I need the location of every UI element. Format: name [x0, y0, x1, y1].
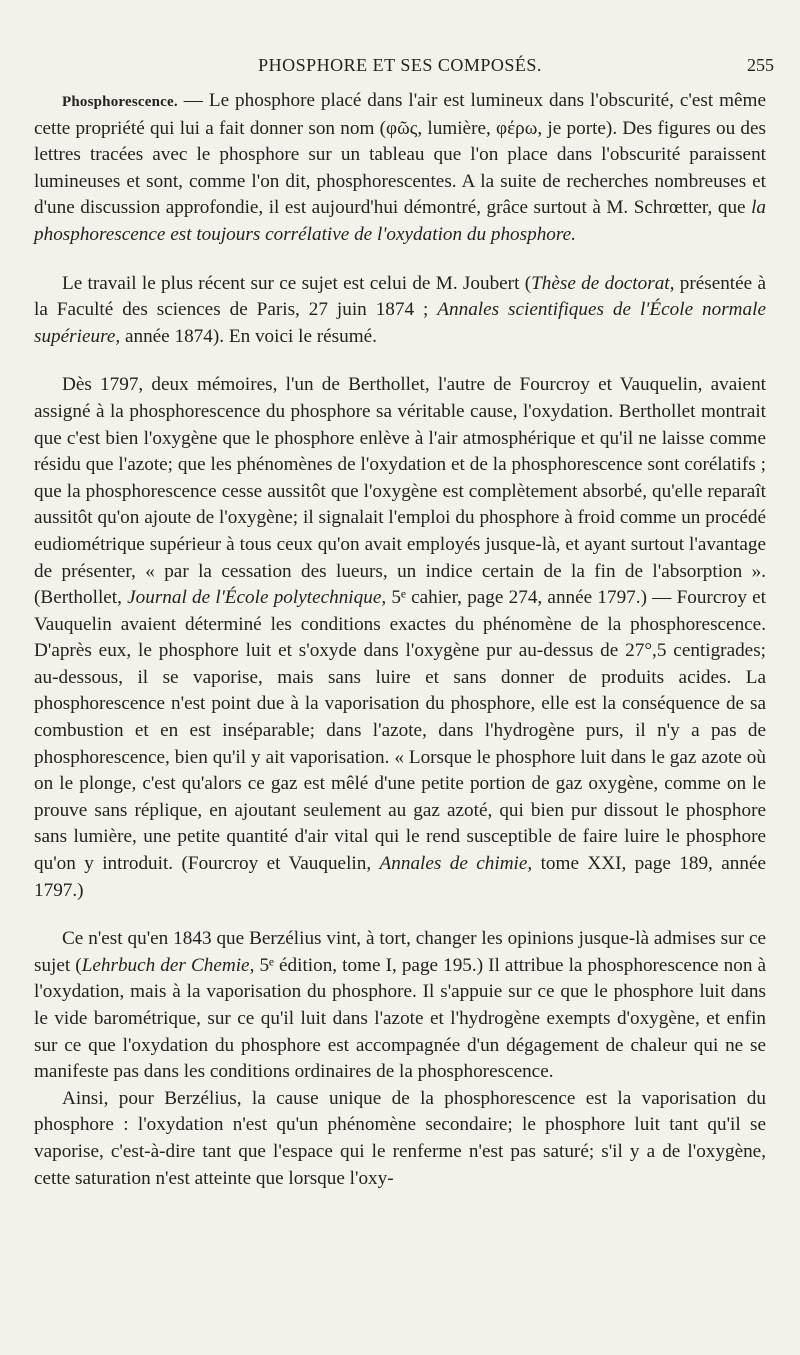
body-text: [34, 88, 766, 1192]
paragraph-text: Dès 1797, deux mémoires, l'un de Berthollet, l'autre de Fourcroy et Vauquelin, avaient assigné à la phosphorescence du phosphore sa véritable cause, l'oxydation. Berthollet montrait que c'est bien l'oxygène que le phosphore enlève à l'air atmosphérique et qu'il ne laisse comme résidu que l'azote; que les phénomènes de l'oxydation et de la phosphorescence sont corélatifs ; que la phosphorescence cesse aussitôt que l'oxygène est complètement absorbé, qu'elle reparaît aussitôt qu'on ajoute de l'oxygène; il signalait l'emploi du phosphore à froid comme un procédé eudiométrique supérieur à tous ceux qu'on avait employés jusque-là, et ayant surtout l'avantage de présenter, « par la cessation des lueurs, un indice certain de la fin de l'absorption ». (Berthollet,: [34, 374, 766, 609]
citation-title: Journal de l'École polytechnique,: [127, 587, 387, 609]
page-header: [0, 55, 800, 77]
section-lead-heading: Phosphorescence.: [62, 94, 178, 110]
paragraph-text: — Le phosphore placé dans l'air est lumineux dans l'obscurité, c'est même cette propriété qui lui a fait donner son nom (φῶς, lumière, φέρω, je porte). Des figures ou des lettres tracées avec le phosphore sur un tableau que l'on place dans l'obscurité paraissent lumineuses et sont, comme l'on dit, phosphorescentes. A la suite de recherches nombreuses et d'une discussion approfondie, il est aujourd'hui démontré, grâce surtout à M. Schrœtter, que: [34, 90, 767, 219]
emphasis-text: la phosphorescence est toujours corrélative de l'oxydation du phosphore.: [34, 197, 766, 245]
page-number: 255: [747, 55, 774, 75]
running-title: PHOSPHORE ET SES COMPOSÉS.: [258, 55, 542, 75]
citation-title: Thèse de doctorat,: [531, 272, 675, 294]
citation-title: Annales scientifiques de l'École normale supérieure,: [34, 299, 766, 347]
paragraph-text: année 1874). En voici le résumé.: [120, 325, 377, 347]
citation-title: Lehrbuch der Chemie,: [81, 954, 255, 976]
paragraph-joubert: [34, 271, 766, 351]
citation-title: Annales de chimie,: [379, 853, 533, 875]
paragraph-text: présentée à la Faculté des sciences de Paris, 27 juin 1874 ;: [34, 272, 766, 321]
paragraph-berthollet: [34, 372, 766, 904]
paragraph-text: Ce n'est qu'en 1843 que Berzélius vint, à tort, changer les opinions jusque-là admises sur ce sujet (: [34, 928, 766, 976]
paragraph-berzelius: [34, 926, 766, 1086]
paragraph-phosphorescence: [34, 88, 766, 249]
paragraph-text: 5ᵉ édition, tome I, page 195.) Il attribue la phosphorescence non à l'oxydation, mais à la vaporisation du phosphore. Il s'appuie sur ce que le phosphore luit dans le vide barométrique, sur ce qu'il luit dans l'azote et l'hydrogène exempts d'oxygène, et enfin sur ce que l'oxydation du phosphore est accompagnée d'un dégagement de chaleur qui ne se manifeste pas dans les conditions ordinaires de la phosphorescence.: [34, 954, 766, 1083]
paragraph-text: tome XXI, page 189, année 1797.): [34, 853, 766, 901]
paragraph-text: 5ᵉ cahier, page 274, année 1797.) — Fourcroy et Vauquelin avaient déterminé les conditions exactes du phénomène de la phosphorescence. D'après eux, le phosphore luit et s'oxyde dans l'oxygène pur au-dessus de 27°,5 centigrades; au-dessous, il se vaporise, mais sans luire et sans donner de produits acides. La phosphorescence n'est point due à la vaporisation du phosphore, elle est la conséquence de sa combustion et en est inséparable; dans l'azote, dans l'hydrogène purs, il n'y a pas de phosphorescence, bien qu'il y ait vaporisation. « Lorsque le phosphore luit dans le gaz azote où on le plonge, c'est qu'alors ce gaz est mêlé d'une petite portion de gaz oxygène, comme on le prouve sans réplique, en ajoutant seulement au gaz azoté, qui bien pur dissout le phosphore sans lumière, une petite quantité d'air vital qui le rend susceptible de faire luire le phosphore qu'on y introduit. (Fourcroy et Vauquelin,: [34, 587, 766, 875]
paragraph-text: Le travail le plus récent sur ce sujet est celui de M. Joubert (: [62, 272, 532, 294]
paragraph-text: Ainsi, pour Berzélius, la cause unique de la phosphorescence est la vaporisation du phosphore : l'oxydation n'est qu'un phénomène secondaire; le phosphore luit tant qu'il se vaporise, c'est-à-dire tant que l'espace qui le renferme n'est pas saturé; s'il y a de l'oxygène, cette saturation n'est atteinte que lorsque l'oxy-: [34, 1087, 766, 1189]
paragraph-ainsi: [34, 1086, 766, 1192]
